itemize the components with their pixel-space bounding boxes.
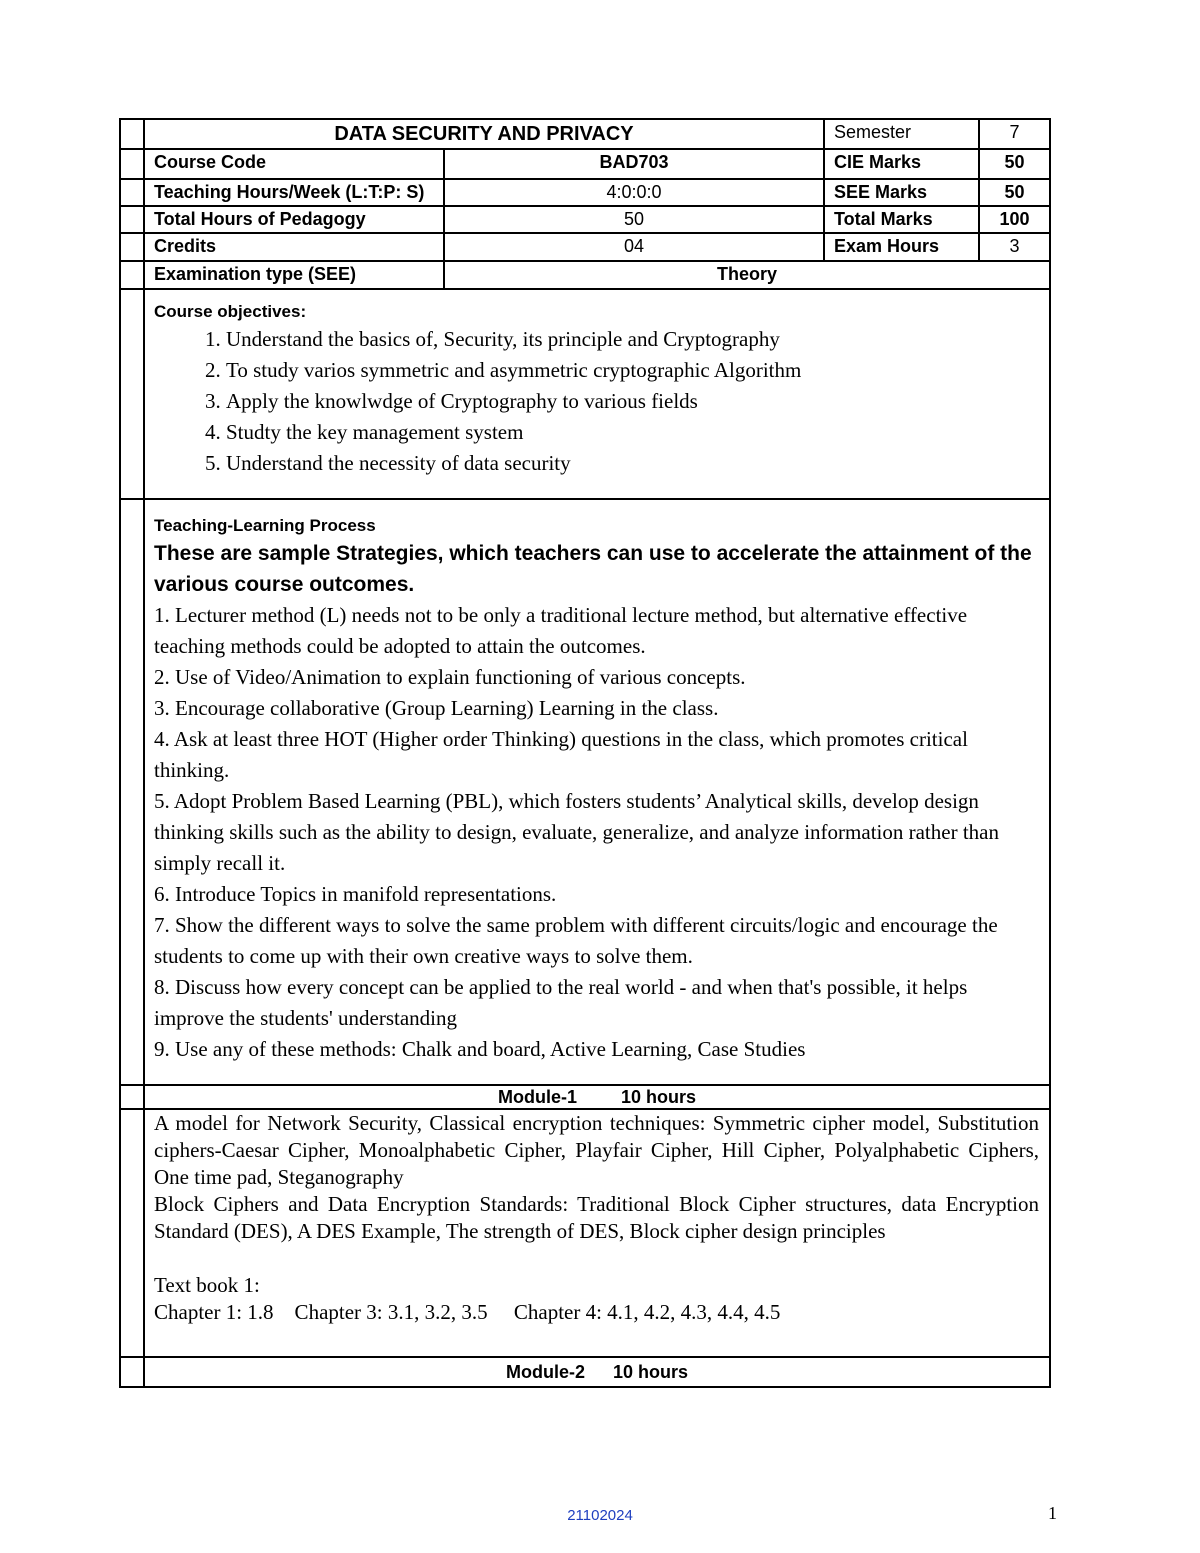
teaching-hours-row — [120, 179, 1050, 206]
cie-marks-label: CIE Marks — [824, 149, 979, 179]
semester-value: 7 — [979, 119, 1050, 149]
module1-chapters: Chapter 1: 1.8 Chapter 3: 3.1, 3.2, 3.5 Chapter 4: 4.1, 4.2, 4.3, 4.4, 4.5 — [154, 1300, 781, 1324]
module1-content — [144, 1109, 1050, 1357]
tlp-item: 4. Ask at least three HOT (Higher order Thinking) questions in the class, which promotes critical thinking. — [154, 727, 968, 782]
credits-row — [120, 233, 1050, 261]
module1-para: A model for Network Security, Classical encryption techniques: Symmetric cipher model, Substitution ciphers-Caesar Cipher, Monoalphabetic Cipher, Playfair Cipher, Hill Cipher, Polyalphabetic Ciphers, One time pad, Steganography — [154, 1111, 1039, 1189]
module1-header-row — [120, 1085, 1050, 1109]
tlp-row — [120, 499, 1050, 1085]
tlp-item: 6. Introduce Topics in manifold representations. — [154, 882, 557, 906]
see-marks-value: 50 — [979, 179, 1050, 206]
module1-body-row — [120, 1109, 1050, 1357]
title-row — [120, 119, 1050, 149]
total-marks-value: 100 — [979, 206, 1050, 233]
objectives-cell — [144, 289, 1050, 499]
total-marks-label: Total Marks — [824, 206, 979, 233]
module2-name: Module-2 — [505, 1362, 585, 1382]
objective-item: 1. Understand the basics of, Security, its principle and Cryptography — [226, 324, 1049, 355]
semester-label: Semester — [824, 119, 979, 149]
exam-hours-label: Exam Hours — [824, 233, 979, 261]
course-code-value: BAD703 — [444, 149, 824, 179]
objectives-heading: Course objectives: — [154, 302, 307, 321]
tlp-heading: Teaching-Learning Process — [154, 516, 376, 535]
course-code-label: Course Code — [144, 149, 444, 179]
tlp-cell — [144, 499, 1050, 1085]
teaching-hours-label: Teaching Hours/Week (L:T:P: S) — [144, 179, 444, 206]
pedagogy-value: 50 — [444, 206, 824, 233]
tlp-item: 2. Use of Video/Animation to explain functioning of various concepts. — [154, 665, 746, 689]
cie-marks-value: 50 — [979, 149, 1050, 179]
module1-heading — [144, 1085, 1050, 1109]
objectives-row — [120, 289, 1050, 499]
credits-label: Credits — [144, 233, 444, 261]
pedagogy-row — [120, 206, 1050, 233]
module2-hours: 10 hours — [612, 1362, 689, 1382]
objective-item: 4. Studty the key management system — [226, 417, 1049, 448]
tlp-item: 8. Discuss how every concept can be applied to the real world - and when that's possible, it helps improve the students' understanding — [154, 975, 968, 1030]
teaching-hours-value: 4:0:0:0 — [444, 179, 824, 206]
course-title: DATA SECURITY AND PRIVACY — [144, 119, 824, 149]
tlp-item: 9. Use any of these methods: Chalk and board, Active Learning, Case Studies — [154, 1037, 806, 1061]
tlp-item: 7. Show the different ways to solve the same problem with different circuits/logic and encourage the students to come up with their own creative ways to solve them. — [154, 913, 998, 968]
module1-textbook: Text book 1: — [154, 1273, 260, 1297]
objectives-list — [154, 324, 1049, 479]
tlp-item: 3. Encourage collaborative (Group Learning) Learning in the class. — [154, 696, 719, 720]
tlp-item: 5. Adopt Problem Based Learning (PBL), which fosters students’ Analytical skills, develop design thinking skills such as the ability to design, evaluate, generalize, and analyze information rather than simply recall it. — [154, 789, 999, 875]
credits-value: 04 — [444, 233, 824, 261]
page-number: 1 — [1048, 1503, 1057, 1523]
objective-item: 2. To study varios symmetric and asymmetric cryptographic Algorithm — [226, 355, 1049, 386]
objective-item: 5. Understand the necessity of data security — [226, 448, 1049, 479]
tlp-intro: These are sample Strategies, which teachers can use to accelerate the attainment of the various course outcomes. — [154, 542, 1032, 596]
see-marks-label: SEE Marks — [824, 179, 979, 206]
module1-hours: 10 hours — [620, 1087, 697, 1107]
pedagogy-label: Total Hours of Pedagogy — [144, 206, 444, 233]
module2-header-row — [120, 1357, 1050, 1387]
module2-heading — [144, 1357, 1050, 1387]
module1-name: Module-1 — [497, 1087, 577, 1107]
syllabus-table — [119, 118, 1051, 1388]
exam-type-value: Theory — [444, 261, 1050, 289]
tlp-item: 1. Lecturer method (L) needs not to be only a traditional lecture method, but alternative effective teaching methods could be adopted to attain the outcomes. — [154, 603, 968, 658]
exam-hours-value: 3 — [979, 233, 1050, 261]
course-code-row — [120, 149, 1050, 179]
objective-item: 3. Apply the knowlwdge of Cryptography to various fields — [226, 386, 1049, 417]
footer-code: 21102024 — [567, 1507, 633, 1524]
module1-para: Block Ciphers and Data Encryption Standards: Traditional Block Cipher structures, data Encryption Standard (DES), A DES Example, The strength of DES, Block cipher design principles — [154, 1192, 1039, 1243]
exam-type-label: Examination type (SEE) — [144, 261, 444, 289]
exam-type-row — [120, 261, 1050, 289]
